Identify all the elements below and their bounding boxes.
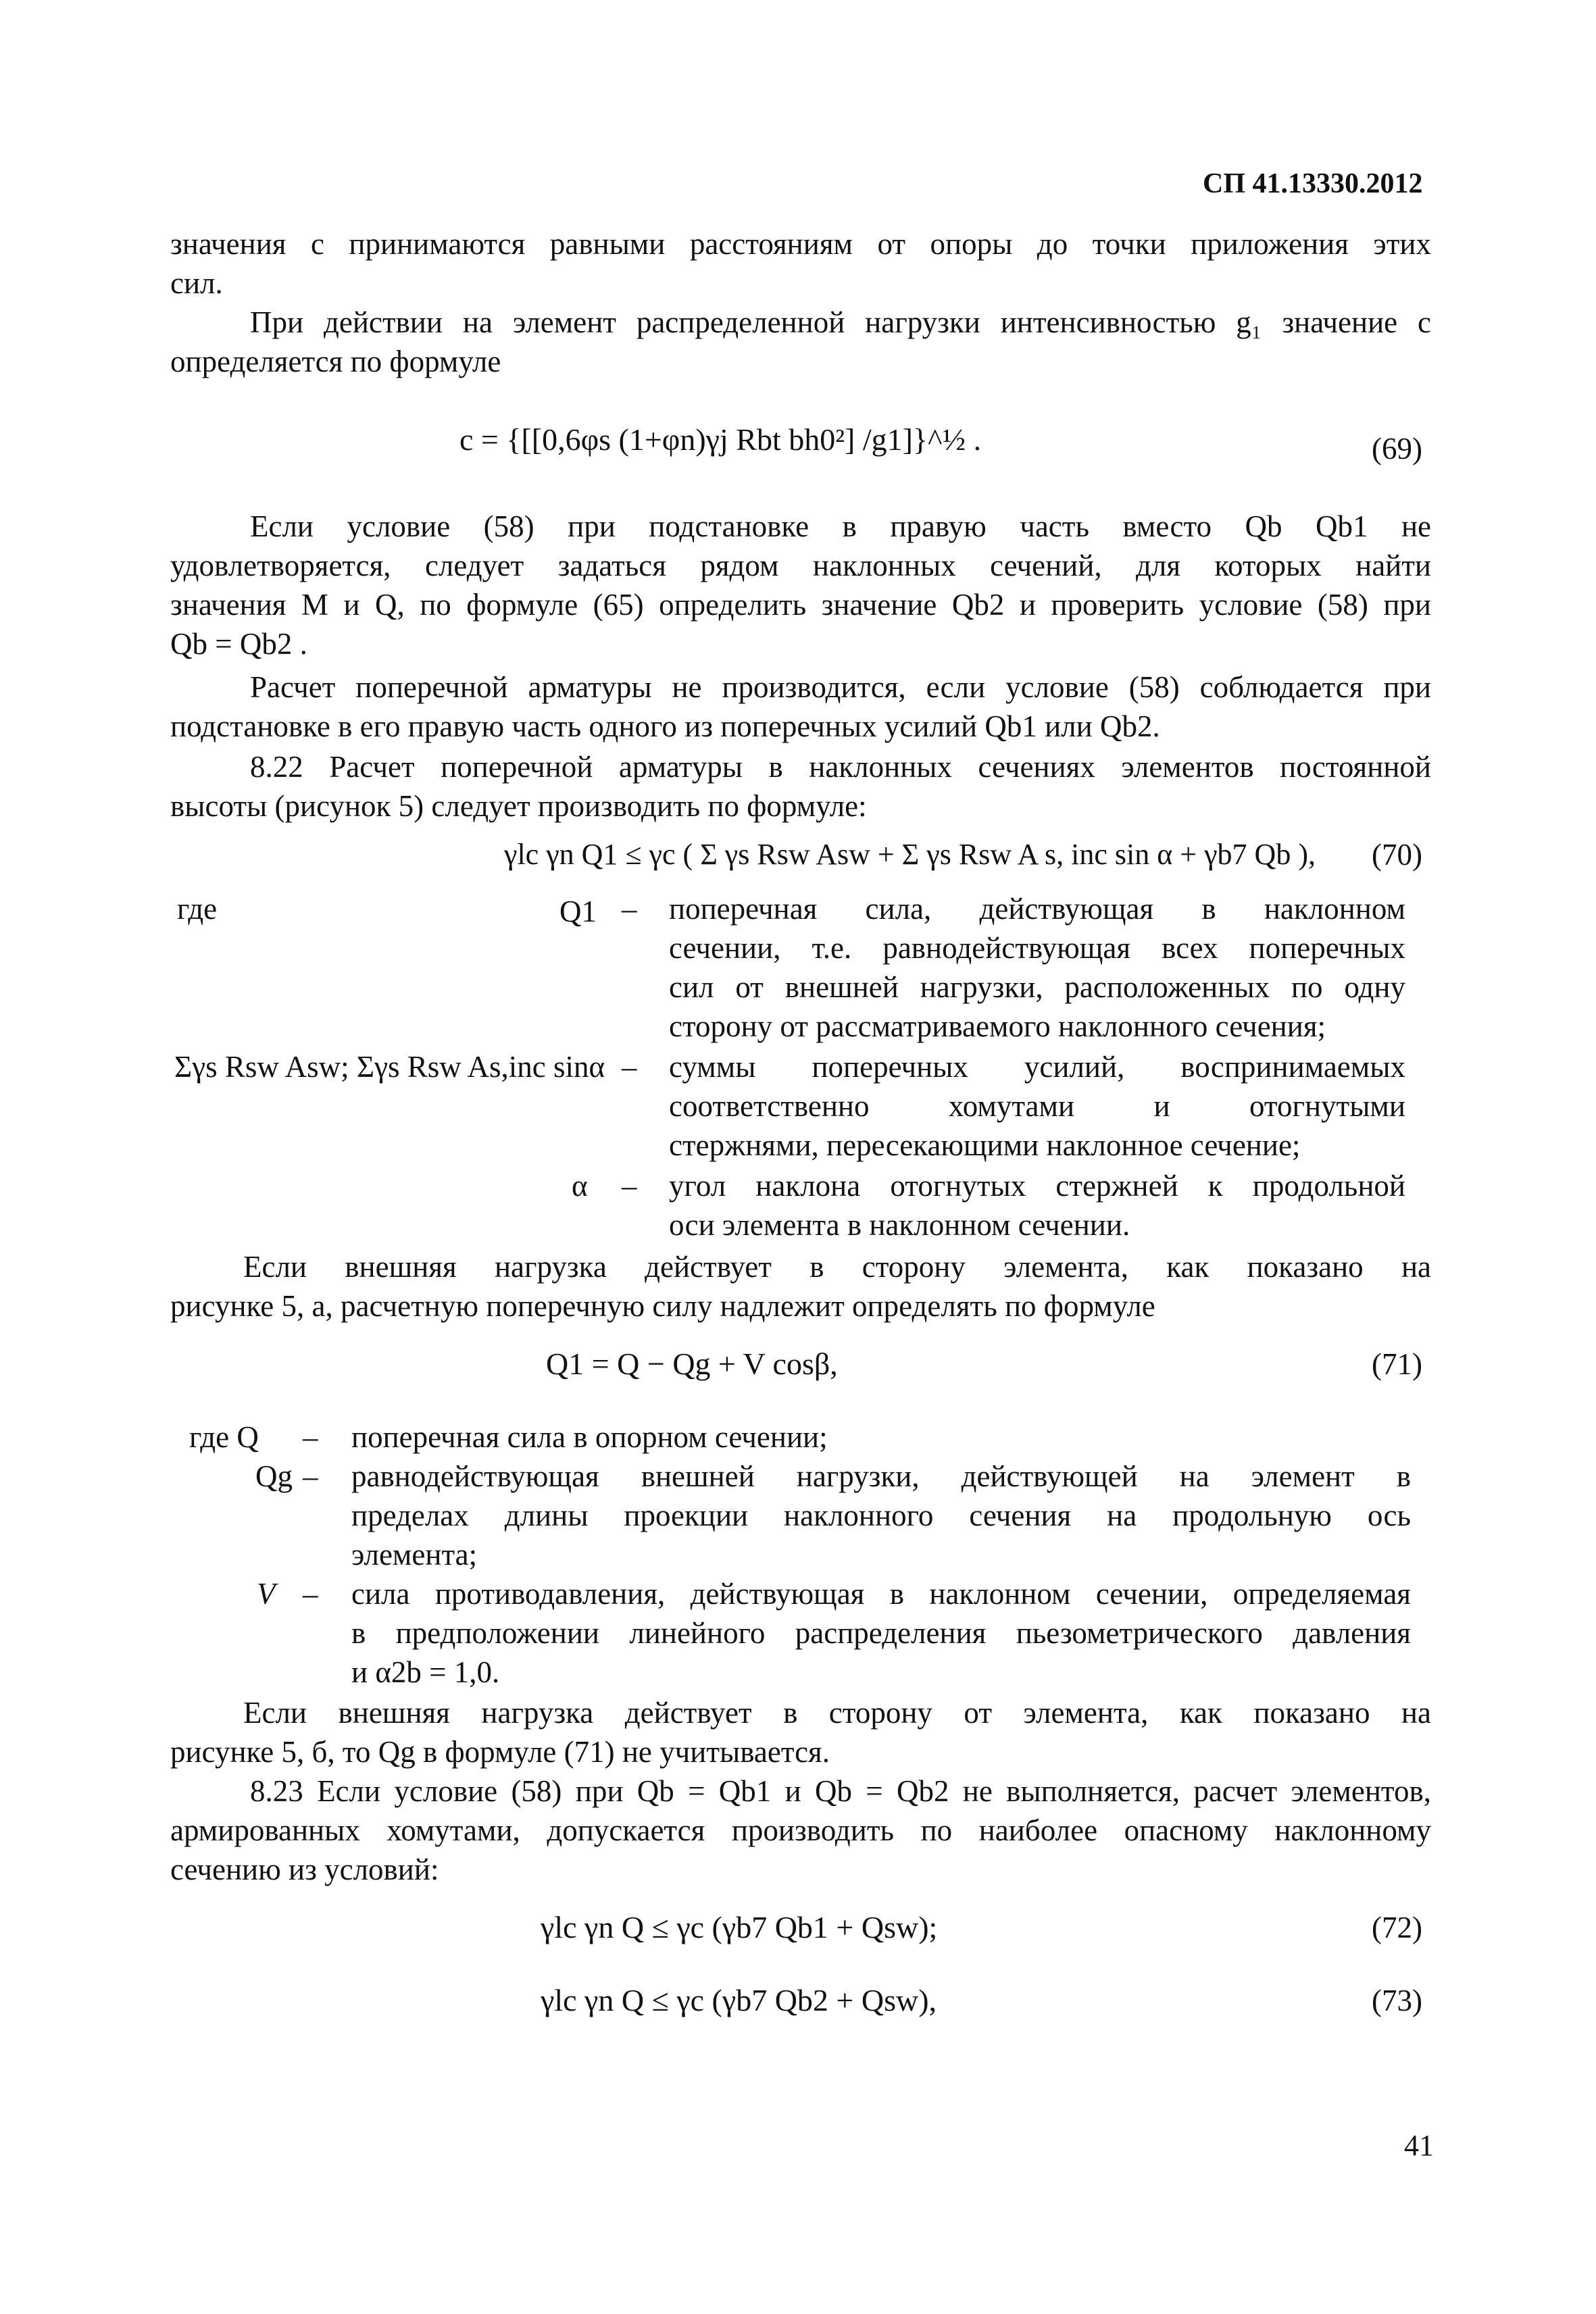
formula-69: c = {[[0,6φs (1+φn)γj Rbt bh0²] /g1]}^½ . — [459, 422, 982, 457]
where-label: где — [177, 892, 218, 926]
text-line: Если внешняя нагрузка действует в сторону элемента, как показано на — [243, 1250, 1431, 1284]
definition-line: сторону от рассматриваемого наклонного сечения; — [669, 1009, 1326, 1043]
text-line: сечению из условий: — [170, 1853, 439, 1886]
definition-line: поперечная сила, действующая в наклонном — [669, 892, 1405, 926]
text-line: значения c принимаются равными расстояниям от опоры до точки приложения этих — [170, 227, 1431, 261]
definition-line: сил от внешней нагрузки, расположенных по одну — [669, 970, 1405, 1004]
text-line: значения M и Q, по формуле (65) определить значение Qb2 и проверить условие (58) при — [170, 588, 1431, 622]
symbol-Q1: Q1 — [559, 895, 597, 928]
dash: – — [622, 1050, 637, 1084]
definition-line: сечении, т.е. равнодействующая всех поперечных — [669, 931, 1405, 965]
definition-line: сила противодавления, действующая в наклонном сечении, определяемая — [351, 1577, 1411, 1611]
text-line: рисунке 5, б, то Qg в формуле (71) не учитывается. — [170, 1735, 830, 1769]
symbol-V: V — [257, 1577, 276, 1611]
equation-number-69: (69) — [1372, 432, 1422, 466]
text-line: При действии на элемент распределенной нагрузки интенсивностью g₁ значение c — [250, 305, 1431, 339]
equation-number-73: (73) — [1372, 1984, 1422, 2017]
text-line: Расчет поперечной арматуры не производится, если условие (58) соблюдается при — [250, 670, 1431, 704]
text-line: Qb = Qb2 . — [170, 627, 307, 661]
dash: – — [303, 1459, 318, 1493]
equation-number-71: (71) — [1372, 1347, 1422, 1381]
definition-line: соответственно хомутами и отогнутыми — [669, 1089, 1405, 1123]
equation-number-72: (72) — [1372, 1911, 1422, 1944]
formula-71: Q1 = Q − Qg + V cosβ, — [546, 1347, 838, 1381]
formula-72: γlc γn Q ≤ γc (γb7 Qb1 + Qsw); — [541, 1910, 938, 1944]
text-line: Если внешняя нагрузка действует в сторону от элемента, как показано на — [243, 1696, 1431, 1730]
symbol-alpha: α — [572, 1169, 588, 1203]
definition-line: поперечная сила в опорном сечении; — [351, 1420, 828, 1454]
definition-line: пределах длины проекции наклонного сечения на продольную ось — [351, 1499, 1411, 1532]
text-line: 8.22 Расчет поперечной арматуры в наклонных сечениях элементов постоянной — [250, 750, 1431, 784]
definition-line: угол наклона отогнутых стержней к продольной — [669, 1169, 1405, 1203]
text-line: Если условие (58) при подстановке в правую часть вместо Qb Qb1 не — [250, 509, 1431, 543]
dash: – — [303, 1420, 318, 1454]
text-line: подстановке в его правую часть одного из поперечных усилий Qb1 или Qb2. — [170, 709, 1160, 743]
formula-70: γlc γn Q1 ≤ γc ( Σ γs Rsw Asw + Σ γs Rsw A s, inc sin α + γb7 Qb ), — [504, 838, 1316, 871]
dash: – — [622, 1169, 637, 1203]
definition-line: суммы поперечных усилий, воспринимаемых — [669, 1050, 1405, 1084]
where-label: где Q — [189, 1420, 259, 1454]
document-code-header: СП 41.13330.2012 — [1203, 168, 1423, 199]
symbol-sum: Σγs Rsw Asw; Σγs Rsw As,inc sinα — [174, 1050, 605, 1084]
equation-number-70: (70) — [1372, 838, 1422, 872]
dash: – — [622, 892, 637, 926]
text-line: удовлетворяется, следует задаться рядом наклонных сечений, для которых найти — [170, 549, 1431, 582]
definition-line: и α2b = 1,0. — [351, 1655, 500, 1689]
text-line: определяется по формуле — [170, 345, 501, 378]
text-line: армированных хомутами, допускается производить по наиболее опасному наклонному — [170, 1813, 1431, 1847]
definition-line: стержнями, пересекающими наклонное сечение; — [669, 1128, 1301, 1162]
definition-line: оси элемента в наклонном сечении. — [669, 1208, 1130, 1242]
text-line: 8.23 Если условие (58) при Qb = Qb1 и Qb = Qb2 не выполняется, расчет элементов, — [250, 1774, 1431, 1808]
definition-line: равнодействующая внешней нагрузки, действующей на элемент в — [351, 1459, 1411, 1493]
text-line: высоты (рисунок 5) следует производить по формуле: — [170, 789, 867, 823]
page-number: 41 — [1404, 2129, 1434, 2162]
dash: – — [303, 1577, 318, 1611]
definition-line: в предположении линейного распределения пьезометрического давления — [351, 1616, 1411, 1650]
definition-line: элемента; — [351, 1538, 478, 1571]
text-line: сил. — [170, 266, 223, 300]
symbol-Qg: Qg — [255, 1459, 293, 1493]
formula-73: γlc γn Q ≤ γc (γb7 Qb2 + Qsw), — [541, 1983, 937, 2017]
text-line: рисунке 5, а, расчетную поперечную силу надлежит определять по формуле — [170, 1289, 1155, 1323]
